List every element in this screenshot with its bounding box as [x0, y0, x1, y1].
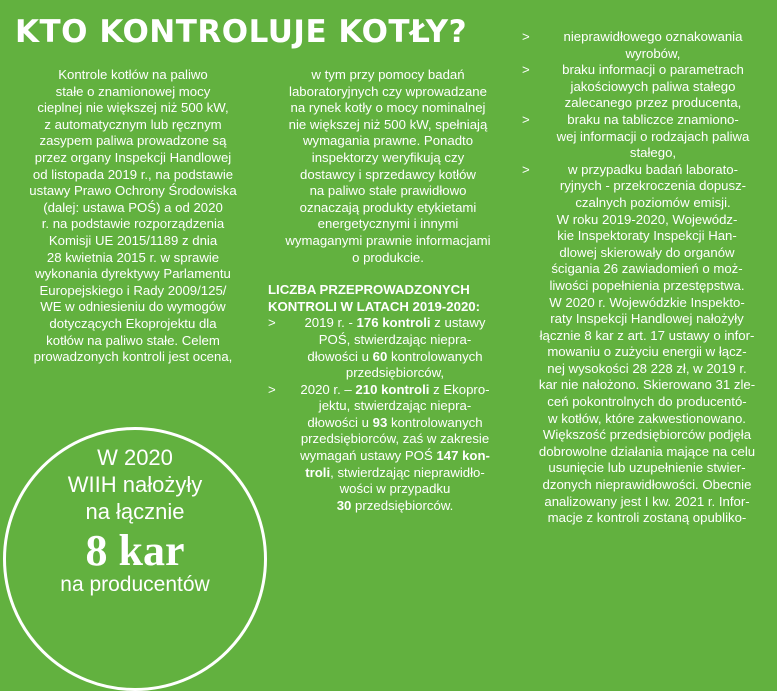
middle-column [268, 67, 508, 514]
summary-paragraph: W roku 2019-2020, Wojewódz- kie Inspektoraty Inspekcji Han- dlowej skierowały do organów ścigania 26 zawiadomień o moż- liwości popełnienia przestępstwa. W 2020 r. Wojewódzkie Inspekto- raty Inspekcji Handlowej nałożyły łącznie 8 kar z art. 17 ustawy o infor- mowaniu o zużyciu energii w łącz- nej wysokości 28 228 zł, w 2019 r. kar nie nałożono. Skierowano 31 zle- ceń pokontrolnych do producentó- w kotłów, które zakwestionowano. Większość przedsiębiorców podjęła dobrowolne działania mające na celu usunięcie lub uzupełnienie stwier- dzonych nieprawidłowości. Obecnie analizowany jest I kw. 2021 r. Infor- macje z kontroli zostaną opubliko- [538, 211, 756, 526]
section-heading: LICZBA PRZEPROWADZONYCH KONTROLI W LATACH 2019-2020: [268, 282, 481, 314]
list-item: > nieprawidłowego oznakowania wyrobów, [522, 29, 772, 62]
list-item: > braku na tabliczce znamiono- wej informacji o rodzajach paliwa stałego, [522, 112, 772, 162]
list-item: > braku informacji o parametrach jakościowych paliwa stałego zalecanego przez producenta, [522, 62, 772, 112]
callout-line: WIIH nałożyły [67, 472, 203, 497]
article-title: KTO KONTROLUJE KOTŁY? [15, 14, 468, 50]
intro-column [13, 67, 253, 366]
irregularities-list [522, 29, 772, 212]
callout-line: na łącznie [85, 499, 185, 524]
intro-paragraph: Kontrole kotłów na paliwo stałe o znamionowej mocy cieplnej nie większej niż 500 kW, z automatycznym lub ręcznym zasypem paliwa prowadzone są przez organy Inspekcji Handlowej od listopada 2019 r., na podstawie ustawy Prawo Ochrony Środowiska (dalej: ustawa POŚ) a od 2020 r. na podstawie rozporządzenia Komisji UE 2015/1189 z dnia 28 kwietnia 2015 r. w sprawie wykonania dyrektywy Parlamentu Europejskiego i Rady 2009/125/ WE w odniesieniu do wymogów dotyczących Ekoprojektu dla kotłów na paliwo stałe. Celem prowadzonych kontroli jest ocena, [29, 67, 237, 365]
right-column [522, 29, 772, 527]
callout-highlight: 8 kar [85, 526, 185, 575]
middle-paragraph: w tym przy pomocy badań laboratoryjnych czy wprowadzane na rynek kotły o mocy nominalnej nie większej niż 500 kW, spełniają wymagania prawne. Ponadto inspektorzy weryfikują czy dostawcy i sprzedawcy kotłów na paliwo stałe prawidłowo oznaczają produkty etykietami energetycznymi i innymi wymaganymi prawnie informacjami o produkcie. [285, 67, 491, 265]
list-item: > 2019 r. - 176 kontroli z ustawy POŚ, stwierdzając niepra- dłowości u 60 kontrolowanych przedsiębiorców, [268, 315, 508, 381]
list-item: > w przypadku badań laborato- ryjnych - przekroczenia dopusz- czalnych poziomów emisji. [522, 162, 772, 212]
callout-line: na producentów [60, 573, 210, 596]
list-item: > 2020 r. – 210 kontroli z Ekopro- jektu, stwierdzając niepra- dłowości u 93 kontrolowanych przedsiębiorców, zaś w zakresie wymagań ustawy POŚ 147 kon- troli, stwierdzając nieprawidło- wości w przypadku 30 przedsiębiorców. [268, 382, 508, 515]
penalty-callout-circle [3, 427, 267, 691]
callout-year: W 2020 [97, 445, 173, 470]
inspection-count-list [268, 315, 508, 514]
